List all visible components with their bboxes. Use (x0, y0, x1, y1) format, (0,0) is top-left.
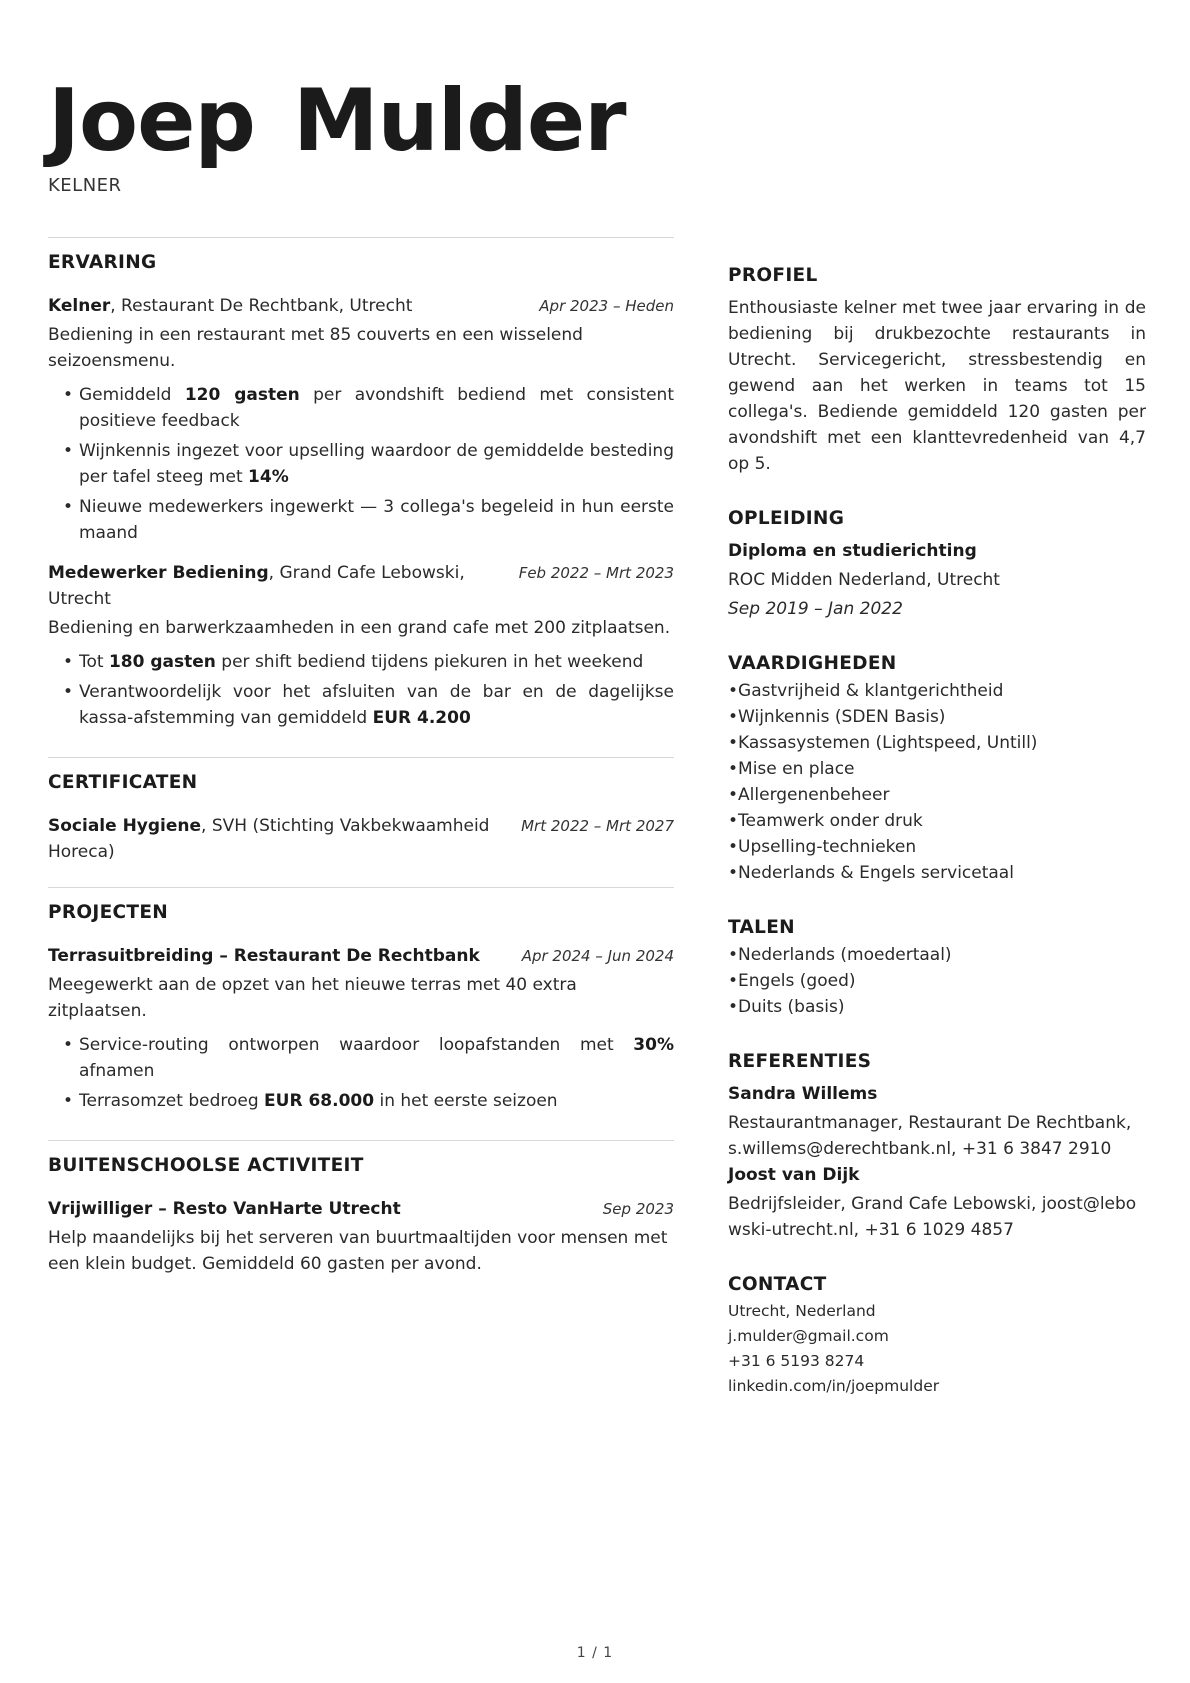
entry-header (48, 1196, 674, 1222)
bullet-text: Wijnkennis ingezet voor upselling waardoor de gemiddelde besteding per tafel steeg met (79, 441, 674, 488)
contact-linkedin-link[interactable]: linkedin.com/in/joepmulder (728, 1377, 940, 1396)
bullet-highlight: 120 gasten (184, 385, 300, 406)
profile-text: Enthousiaste kelner met twee jaar ervaring in de bediening bij drukbezochte restaurants in Utrecht. Servicegericht, stressbestendig en gewend aan het werken in teams tot 15 collega's. Bediende gemiddeld 120 gasten per avondshift met een klanttevredenheid van 4,7 op 5. (728, 298, 1146, 475)
experience-section (48, 238, 674, 757)
languages-list (728, 942, 1146, 1020)
entry-org: , Restaurant De Rechtbank, Utrecht (110, 296, 413, 317)
entry-date: Mrt 2022 – Mrt 2027 (521, 817, 674, 836)
skill-item: • Upselling-technieken (728, 834, 1146, 860)
bullet-item (79, 1088, 674, 1114)
left-column (48, 237, 674, 1307)
bullet-item (79, 494, 674, 546)
bullet-text: Verantwoordelijk voor het afsluiten van de bar en de dagelijkse kassa-afstemming van gemiddeld (79, 682, 674, 729)
bullet-text: afnamen (79, 1061, 155, 1082)
bullet-text: Nieuwe medewerkers ingewerkt — 3 collega's begeleid in hun eerste maand (79, 497, 674, 544)
section-title-profile: PROFIEL (728, 265, 818, 286)
bullet-list (48, 382, 674, 546)
entry-role: Kelner (48, 296, 111, 317)
contact-email-link[interactable]: j.mulder@gmail.com (728, 1327, 889, 1346)
certificates-section (48, 758, 674, 887)
entry-header (48, 560, 674, 612)
contact-section (728, 1273, 1146, 1399)
section-title-contact: CONTACT (728, 1274, 827, 1296)
contact-phone: +31 6 5193 8274 (728, 1352, 865, 1371)
experience-entry (48, 293, 674, 546)
bullet-list (48, 1032, 674, 1114)
entry-role: Vrijwilliger – Resto VanHarte Utrecht (48, 1199, 401, 1220)
bullet-item (79, 382, 674, 434)
bullet-text: Terrasomzet bedroeg (79, 1091, 265, 1112)
section-title-certificates: CERTIFICATEN (48, 772, 198, 794)
skill-item: • Allergenenbeheer (728, 782, 1146, 808)
bullet-highlight: 180 gasten (108, 652, 216, 673)
languages-section (728, 916, 1146, 1020)
reference-detail: Bedrijfsleider, Grand Cafe Lebowski, joost@lebowski-utrecht.nl, +31 6 1029 4857 (728, 1194, 1137, 1241)
language-item: • Nederlands (moedertaal) (728, 942, 1146, 968)
language-item: • Duits (basis) (728, 994, 1146, 1020)
education-section (728, 507, 1146, 622)
skill-item: • Teamwerk onder druk (728, 808, 1146, 834)
contact-location: Utrecht, Nederland (728, 1302, 876, 1321)
bullet-text: per avondshift bediend met consistent positieve feedback (79, 385, 674, 432)
bullet-text: Service-routing ontworpen waardoor loopafstanden met (79, 1035, 634, 1056)
skills-list (728, 678, 1146, 886)
job-title: KELNER (48, 175, 122, 196)
entry-description: Help maandelijks bij het serveren van buurtmaaltijden voor mensen met een klein budget. Gemiddeld 60 gasten per avond. (48, 1228, 668, 1275)
certificate-entry (48, 813, 674, 865)
skill-item: • Wijnkennis (SDEN Basis) (728, 704, 1146, 730)
entry-header (48, 293, 674, 319)
skill-item: • Mise en place (728, 756, 1146, 782)
reference-name: Joost van Dijk (728, 1165, 860, 1186)
section-title-experience: ERVARING (48, 252, 157, 273)
entry-date: Sep 2023 (602, 1200, 674, 1219)
bullet-item (79, 1032, 674, 1084)
projects-section (48, 888, 674, 1140)
section-title-skills: VAARDIGHEDEN (728, 653, 897, 675)
education-period: Sep 2019 – Jan 2022 (728, 599, 903, 620)
extracurricular-section (48, 1141, 674, 1307)
entry-org: , SVH (Stichting Vakbekwaamheid Horeca) (48, 816, 490, 863)
skill-item: • Gastvrijheid & klantgerichtheid (728, 678, 1146, 704)
bullet-highlight: EUR 68.000 (264, 1091, 375, 1112)
entry-description: Bediening in een restaurant met 85 couverts en een wisselend seizoensmenu. (48, 325, 583, 372)
entry-org: , Grand Cafe Lebowski, Utrecht (48, 563, 465, 610)
education-degree: Diploma en studierichting (728, 541, 977, 562)
entry-role: Medewerker Bediening (48, 563, 269, 584)
bullet-item (79, 679, 674, 731)
skill-item: • Nederlands & Engels servicetaal (728, 860, 1146, 886)
bullet-item (79, 649, 674, 675)
section-title-education: OPLEIDING (728, 508, 845, 530)
bullet-highlight: EUR 4.200 (372, 708, 471, 729)
entry-date: Apr 2023 – Heden (539, 297, 674, 316)
entry-header (48, 813, 674, 865)
entry-date: Feb 2022 – Mrt 2023 (518, 564, 674, 583)
reference-name: Sandra Willems (728, 1084, 878, 1105)
candidate-name (48, 71, 626, 171)
skill-item: • Kassasystemen (Lightspeed, Untill) (728, 730, 1146, 756)
entry-role: Sociale Hygiene (48, 816, 202, 837)
entry-role: Terrasuitbreiding – Restaurant De Rechtbank (48, 946, 480, 967)
bullet-text: Tot (79, 652, 109, 673)
first-name: Joep (48, 71, 255, 171)
entry-description: Meegewerkt aan de opzet van het nieuwe terras met 40 extra zitplaatsen. (48, 975, 577, 1022)
entry-date: Apr 2024 – Jun 2024 (521, 947, 674, 966)
reference-detail: Restaurantmanager, Restaurant De Rechtbank, s.willems@derechtbank.nl, +31 6 3847 2910 (728, 1113, 1132, 1160)
skills-section (728, 652, 1146, 886)
bullet-text: per shift bediend tijdens piekuren in het weekend (215, 652, 644, 673)
experience-entry (48, 560, 674, 731)
bullet-highlight: 30% (633, 1035, 674, 1056)
section-title-projects: PROJECTEN (48, 902, 169, 924)
bullet-text: Gemiddeld (79, 385, 185, 406)
section-title-extracurricular: BUITENSCHOOLSE ACTIVITEIT (48, 1155, 364, 1177)
bullet-item (79, 438, 674, 490)
activity-entry (48, 1196, 674, 1277)
education-school: ROC Midden Nederland, Utrecht (728, 570, 1000, 591)
bullet-text: in het eerste seizoen (374, 1091, 558, 1112)
bullet-highlight: 14% (248, 467, 289, 488)
references-section (728, 1050, 1146, 1243)
project-entry (48, 943, 674, 1114)
language-item: • Engels (goed) (728, 968, 1146, 994)
last-name: Mulder (292, 71, 626, 171)
right-column (728, 264, 1146, 1429)
bullet-list (48, 649, 674, 731)
page-number: 1 / 1 (576, 1645, 614, 1661)
entry-header (48, 943, 674, 969)
profile-section (728, 264, 1146, 477)
section-title-languages: TALEN (728, 917, 795, 939)
entry-description: Bediening en barwerkzaamheden in een grand cafe met 200 zitplaatsen. (48, 618, 671, 639)
section-title-references: REFERENTIES (728, 1051, 872, 1073)
